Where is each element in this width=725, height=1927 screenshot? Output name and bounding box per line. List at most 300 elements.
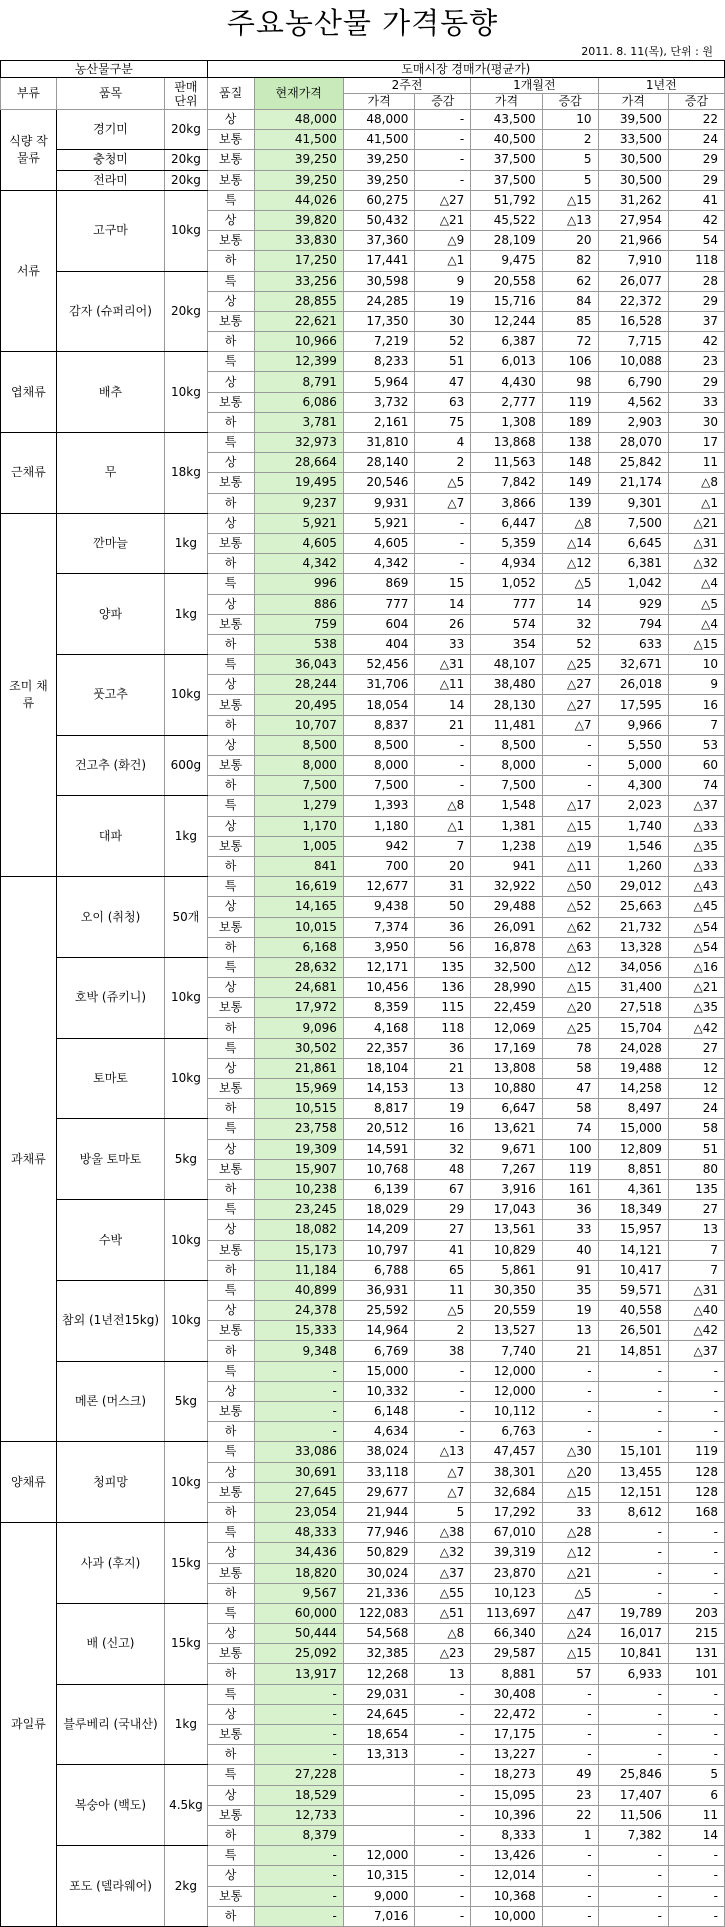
current-price-cell: 48,000: [254, 110, 343, 130]
unit-cell: 1kg: [165, 796, 207, 877]
price-1y-cell: 26,018: [598, 675, 668, 695]
grade-cell: 하: [207, 776, 254, 796]
current-price-cell: 9,237: [254, 493, 343, 513]
change-1y-cell: △32: [668, 554, 724, 574]
price-1y-cell: 4,361: [598, 1179, 668, 1199]
change-2w-cell: △37: [415, 1563, 471, 1583]
header-price-1m: 가격: [471, 94, 542, 110]
price-1y-cell: 12,151: [598, 1482, 668, 1502]
price-1y-cell: 27,518: [598, 998, 668, 1018]
price-1m-cell: 28,130: [471, 695, 542, 715]
change-1y-cell: 29: [668, 372, 724, 392]
price-1y-cell: 17,407: [598, 1785, 668, 1805]
price-2w-cell: 10,797: [343, 1240, 414, 1260]
change-2w-cell: -: [415, 1361, 471, 1381]
item-cell: 풋고추: [56, 655, 164, 736]
change-1m-cell: -: [542, 1381, 598, 1401]
price-1y-cell: 633: [598, 634, 668, 654]
change-1m-cell: 32: [542, 614, 598, 634]
grade-cell: 하: [207, 554, 254, 574]
price-1y-cell: 8,497: [598, 1099, 668, 1119]
item-cell: 오이 (취청): [56, 877, 164, 958]
price-2w-cell: 41,500: [343, 130, 414, 150]
change-1y-cell: △37: [668, 1341, 724, 1361]
change-1y-cell: 53: [668, 735, 724, 755]
change-1y-cell: 7: [668, 1240, 724, 1260]
change-1y-cell: -: [668, 1543, 724, 1563]
header-change-2w: 증감: [415, 94, 471, 110]
price-1y-cell: 8,612: [598, 1502, 668, 1522]
change-2w-cell: 32: [415, 1139, 471, 1159]
price-2w-cell: 18,654: [343, 1725, 414, 1745]
change-2w-cell: △51: [415, 1603, 471, 1623]
change-1y-cell: △33: [668, 816, 724, 836]
unit-cell: 10kg: [165, 1280, 207, 1361]
current-price-cell: -: [254, 1381, 343, 1401]
current-price-cell: 8,791: [254, 372, 343, 392]
change-1y-cell: △37: [668, 796, 724, 816]
current-price-cell: -: [254, 1866, 343, 1886]
price-1m-cell: 29,587: [471, 1644, 542, 1664]
change-1y-cell: 12: [668, 1058, 724, 1078]
price-2w-cell: 18,104: [343, 1058, 414, 1078]
price-1y-cell: 25,846: [598, 1765, 668, 1785]
price-1m-cell: 7,267: [471, 1159, 542, 1179]
current-price-cell: -: [254, 1906, 343, 1926]
change-1m-cell: 20: [542, 231, 598, 251]
price-2w-cell: 52,456: [343, 655, 414, 675]
price-1m-cell: 29,488: [471, 897, 542, 917]
price-2w-cell: 39,250: [343, 170, 414, 190]
current-price-cell: 18,082: [254, 1220, 343, 1240]
price-1y-cell: 7,715: [598, 332, 668, 352]
unit-cell: 600g: [165, 735, 207, 796]
change-1y-cell: 41: [668, 190, 724, 210]
price-2w-cell: 12,000: [343, 1846, 414, 1866]
grade-cell: 상: [207, 1785, 254, 1805]
change-1y-cell: 30: [668, 412, 724, 432]
current-price-cell: 759: [254, 614, 343, 634]
current-price-cell: 23,054: [254, 1502, 343, 1522]
price-1m-cell: 10,829: [471, 1240, 542, 1260]
price-2w-cell: [343, 1785, 414, 1805]
header-item: 품목: [56, 78, 164, 110]
price-1m-cell: 354: [471, 634, 542, 654]
grade-cell: 보통: [207, 1321, 254, 1341]
change-1m-cell: -: [542, 1684, 598, 1704]
price-2w-cell: 6,769: [343, 1341, 414, 1361]
grade-cell: 상: [207, 1058, 254, 1078]
price-2w-cell: 942: [343, 836, 414, 856]
change-1m-cell: 1: [542, 1825, 598, 1845]
price-1m-cell: 23,870: [471, 1563, 542, 1583]
change-1m-cell: 10: [542, 110, 598, 130]
price-1m-cell: 38,301: [471, 1462, 542, 1482]
category-cell: 식량 작물류: [1, 110, 57, 191]
price-1y-cell: 25,663: [598, 897, 668, 917]
grade-cell: 하: [207, 1906, 254, 1926]
table-row: [1, 1442, 725, 1462]
change-1y-cell: 203: [668, 1603, 724, 1623]
change-2w-cell: 15: [415, 574, 471, 594]
change-1y-cell: 168: [668, 1502, 724, 1522]
change-1y-cell: 42: [668, 332, 724, 352]
grade-cell: 하: [207, 1099, 254, 1119]
grade-cell: 특: [207, 1765, 254, 1785]
header-unit: 판매 단위: [165, 78, 207, 110]
price-1y-cell: 27,954: [598, 210, 668, 230]
change-1y-cell: 11: [668, 453, 724, 473]
price-2w-cell: 5,921: [343, 513, 414, 533]
change-2w-cell: 30: [415, 311, 471, 331]
table-row: [1, 433, 725, 453]
change-1m-cell: 82: [542, 251, 598, 271]
current-price-cell: 3,781: [254, 412, 343, 432]
current-price-cell: 15,173: [254, 1240, 343, 1260]
item-cell: 대파: [56, 796, 164, 877]
grade-cell: 특: [207, 796, 254, 816]
grade-cell: 상: [207, 453, 254, 473]
grade-cell: 특: [207, 957, 254, 977]
price-1y-cell: 1,546: [598, 836, 668, 856]
change-1m-cell: △62: [542, 917, 598, 937]
price-1m-cell: 10,396: [471, 1805, 542, 1825]
price-2w-cell: 39,250: [343, 150, 414, 170]
current-price-cell: 12,733: [254, 1805, 343, 1825]
table-row: [1, 1200, 725, 1220]
header-market: 도매시장 경매가(평균가): [207, 61, 724, 78]
price-2w-cell: 12,677: [343, 877, 414, 897]
current-price-cell: 25,092: [254, 1644, 343, 1664]
price-1m-cell: 37,500: [471, 150, 542, 170]
header-one-year: 1년전: [598, 78, 724, 94]
change-1y-cell: △35: [668, 998, 724, 1018]
change-1y-cell: 13: [668, 1220, 724, 1240]
current-price-cell: 8,000: [254, 756, 343, 776]
change-1y-cell: 215: [668, 1624, 724, 1644]
current-price-cell: 23,758: [254, 1119, 343, 1139]
current-price-cell: 33,256: [254, 271, 343, 291]
change-1y-cell: 27: [668, 1200, 724, 1220]
current-price-cell: 19,495: [254, 473, 343, 493]
price-2w-cell: 20,512: [343, 1119, 414, 1139]
change-1m-cell: 161: [542, 1179, 598, 1199]
price-table: [0, 60, 725, 1927]
change-2w-cell: 21: [415, 715, 471, 735]
change-1m-cell: △27: [542, 695, 598, 715]
price-1y-cell: 40,558: [598, 1301, 668, 1321]
header-category: 부류: [1, 78, 57, 110]
grade-cell: 특: [207, 1684, 254, 1704]
current-price-cell: 44,026: [254, 190, 343, 210]
change-2w-cell: -: [415, 1422, 471, 1442]
price-2w-cell: 5,964: [343, 372, 414, 392]
change-1y-cell: 10: [668, 655, 724, 675]
grade-cell: 하: [207, 1583, 254, 1603]
grade-cell: 하: [207, 1664, 254, 1684]
change-1m-cell: 33: [542, 1502, 598, 1522]
change-1m-cell: 23: [542, 1785, 598, 1805]
change-1y-cell: 24: [668, 1099, 724, 1119]
item-cell: 양파: [56, 574, 164, 655]
price-2w-cell: 21,944: [343, 1502, 414, 1522]
price-1y-cell: 1,260: [598, 856, 668, 876]
change-2w-cell: 21: [415, 1058, 471, 1078]
price-1y-cell: 2,023: [598, 796, 668, 816]
price-2w-cell: 9,438: [343, 897, 414, 917]
grade-cell: 보통: [207, 695, 254, 715]
price-2w-cell: 10,315: [343, 1866, 414, 1886]
category-cell: 양채류: [1, 1442, 57, 1523]
grade-cell: 보통: [207, 392, 254, 412]
price-1m-cell: 26,091: [471, 917, 542, 937]
grade-cell: 보통: [207, 1644, 254, 1664]
price-1m-cell: 17,175: [471, 1725, 542, 1745]
change-1m-cell: △24: [542, 1624, 598, 1644]
table-row: [1, 796, 725, 816]
price-1m-cell: 6,013: [471, 352, 542, 372]
price-1y-cell: 14,851: [598, 1341, 668, 1361]
price-1m-cell: 8,500: [471, 735, 542, 755]
price-1y-cell: 30,500: [598, 150, 668, 170]
price-1y-cell: 4,300: [598, 776, 668, 796]
price-1m-cell: 43,500: [471, 110, 542, 130]
price-1m-cell: 13,227: [471, 1745, 542, 1765]
price-1y-cell: 15,101: [598, 1442, 668, 1462]
price-1y-cell: 21,732: [598, 917, 668, 937]
price-2w-cell: 29,031: [343, 1684, 414, 1704]
current-price-cell: 538: [254, 634, 343, 654]
price-2w-cell: 122,083: [343, 1603, 414, 1623]
change-2w-cell: 115: [415, 998, 471, 1018]
price-2w-cell: 2,161: [343, 412, 414, 432]
grade-cell: 상: [207, 1139, 254, 1159]
price-1m-cell: 7,500: [471, 776, 542, 796]
change-1m-cell: 35: [542, 1280, 598, 1300]
grade-cell: 상: [207, 978, 254, 998]
current-price-cell: 17,250: [254, 251, 343, 271]
change-2w-cell: 36: [415, 917, 471, 937]
change-1y-cell: 60: [668, 756, 724, 776]
price-1m-cell: 12,000: [471, 1361, 542, 1381]
current-price-cell: -: [254, 1684, 343, 1704]
price-2w-cell: 1,180: [343, 816, 414, 836]
change-1m-cell: △12: [542, 554, 598, 574]
unit-cell: 5kg: [165, 1361, 207, 1442]
grade-cell: 하: [207, 332, 254, 352]
price-2w-cell: 36,931: [343, 1280, 414, 1300]
price-2w-cell: 869: [343, 574, 414, 594]
current-price-cell: 18,529: [254, 1785, 343, 1805]
price-1m-cell: 777: [471, 594, 542, 614]
price-1m-cell: 51,792: [471, 190, 542, 210]
change-2w-cell: △5: [415, 473, 471, 493]
grade-cell: 보통: [207, 1563, 254, 1583]
grade-cell: 특: [207, 1119, 254, 1139]
price-1m-cell: 11,563: [471, 453, 542, 473]
change-1m-cell: 33: [542, 1220, 598, 1240]
price-1y-cell: -: [598, 1866, 668, 1886]
price-1y-cell: -: [598, 1846, 668, 1866]
price-2w-cell: 8,500: [343, 735, 414, 755]
change-2w-cell: -: [415, 1745, 471, 1765]
change-2w-cell: 5: [415, 1502, 471, 1522]
grade-cell: 특: [207, 190, 254, 210]
change-1y-cell: △35: [668, 836, 724, 856]
price-2w-cell: 38,024: [343, 1442, 414, 1462]
item-cell: 깐마늘: [56, 513, 164, 574]
current-price-cell: 23,245: [254, 1200, 343, 1220]
current-price-cell: 4,342: [254, 554, 343, 574]
current-price-cell: 30,691: [254, 1462, 343, 1482]
grade-cell: 보통: [207, 1805, 254, 1825]
table-row: [1, 735, 725, 755]
price-1y-cell: 10,841: [598, 1644, 668, 1664]
price-1y-cell: 6,645: [598, 533, 668, 553]
grade-cell: 상: [207, 1301, 254, 1321]
price-1y-cell: 18,349: [598, 1200, 668, 1220]
change-1m-cell: △12: [542, 1543, 598, 1563]
grade-cell: 상: [207, 1704, 254, 1724]
unit-cell: 20kg: [165, 271, 207, 352]
price-1y-cell: 11,506: [598, 1805, 668, 1825]
change-1y-cell: 11: [668, 1805, 724, 1825]
price-1m-cell: 38,480: [471, 675, 542, 695]
change-2w-cell: -: [415, 1725, 471, 1745]
price-1y-cell: -: [598, 1704, 668, 1724]
grade-cell: 특: [207, 1200, 254, 1220]
price-1y-cell: 21,174: [598, 473, 668, 493]
price-1m-cell: 7,740: [471, 1341, 542, 1361]
change-2w-cell: △8: [415, 1624, 471, 1644]
change-1y-cell: 51: [668, 1139, 724, 1159]
grade-cell: 보통: [207, 473, 254, 493]
grade-cell: 하: [207, 937, 254, 957]
current-price-cell: 33,086: [254, 1442, 343, 1462]
item-cell: 경기미: [56, 110, 164, 150]
change-2w-cell: 56: [415, 937, 471, 957]
price-2w-cell: 15,000: [343, 1361, 414, 1381]
grade-cell: 특: [207, 1038, 254, 1058]
change-1m-cell: △11: [542, 856, 598, 876]
current-price-cell: 1,279: [254, 796, 343, 816]
price-2w-cell: 31,706: [343, 675, 414, 695]
change-2w-cell: 13: [415, 1664, 471, 1684]
grade-cell: 보통: [207, 836, 254, 856]
current-price-cell: 27,645: [254, 1482, 343, 1502]
grade-cell: 특: [207, 1846, 254, 1866]
price-1m-cell: 7,842: [471, 473, 542, 493]
change-1y-cell: △21: [668, 513, 724, 533]
current-price-cell: 15,333: [254, 1321, 343, 1341]
grade-cell: 하: [207, 1018, 254, 1038]
price-1m-cell: 20,558: [471, 271, 542, 291]
grade-cell: 상: [207, 1462, 254, 1482]
change-1y-cell: -: [668, 1906, 724, 1926]
price-2w-cell: 4,605: [343, 533, 414, 553]
price-1y-cell: 32,671: [598, 655, 668, 675]
current-price-cell: 6,168: [254, 937, 343, 957]
change-2w-cell: 26: [415, 614, 471, 634]
change-2w-cell: -: [415, 170, 471, 190]
price-1y-cell: -: [598, 1563, 668, 1583]
price-1y-cell: 26,501: [598, 1321, 668, 1341]
grade-cell: 상: [207, 513, 254, 533]
grade-cell: 특: [207, 655, 254, 675]
header-change-1m: 증감: [542, 94, 598, 110]
grade-cell: 특: [207, 1361, 254, 1381]
price-1m-cell: 13,868: [471, 433, 542, 453]
unit-cell: 10kg: [165, 352, 207, 433]
current-price-cell: 48,333: [254, 1523, 343, 1543]
grade-cell: 하: [207, 1260, 254, 1280]
price-1y-cell: 5,000: [598, 756, 668, 776]
header-two-weeks: 2주전: [343, 78, 470, 94]
price-1m-cell: 113,697: [471, 1603, 542, 1623]
price-1m-cell: 30,408: [471, 1684, 542, 1704]
price-2w-cell: 10,768: [343, 1159, 414, 1179]
price-1m-cell: 28,990: [471, 978, 542, 998]
change-1y-cell: -: [668, 1846, 724, 1866]
current-price-cell: 28,855: [254, 291, 343, 311]
price-2w-cell: [343, 1765, 414, 1785]
change-2w-cell: 135: [415, 957, 471, 977]
price-2w-cell: 31,810: [343, 433, 414, 453]
change-1m-cell: -: [542, 1361, 598, 1381]
price-1m-cell: 45,522: [471, 210, 542, 230]
price-2w-cell: 50,432: [343, 210, 414, 230]
grade-cell: 하: [207, 1179, 254, 1199]
change-2w-cell: 118: [415, 1018, 471, 1038]
table-row: [1, 1846, 725, 1866]
price-1m-cell: 8,333: [471, 1825, 542, 1845]
change-2w-cell: △55: [415, 1583, 471, 1603]
grade-cell: 상: [207, 1381, 254, 1401]
price-2w-cell: 13,313: [343, 1745, 414, 1765]
price-2w-cell: 18,029: [343, 1200, 414, 1220]
grade-cell: 상: [207, 1624, 254, 1644]
price-1m-cell: 10,000: [471, 1906, 542, 1926]
price-1m-cell: 13,426: [471, 1846, 542, 1866]
change-1m-cell: 98: [542, 372, 598, 392]
price-1m-cell: 28,109: [471, 231, 542, 251]
price-2w-cell: [343, 1825, 414, 1845]
change-1y-cell: 12: [668, 1079, 724, 1099]
change-2w-cell: 67: [415, 1179, 471, 1199]
current-price-cell: 28,664: [254, 453, 343, 473]
price-1y-cell: 16,017: [598, 1624, 668, 1644]
category-cell: 서류: [1, 190, 57, 352]
price-2w-cell: 6,148: [343, 1402, 414, 1422]
grade-cell: 보통: [207, 170, 254, 190]
change-1m-cell: △5: [542, 574, 598, 594]
change-1m-cell: 22: [542, 1805, 598, 1825]
change-1y-cell: -: [668, 1422, 724, 1442]
change-2w-cell: 7: [415, 836, 471, 856]
change-1y-cell: -: [668, 1523, 724, 1543]
change-1y-cell: 58: [668, 1119, 724, 1139]
current-price-cell: 10,966: [254, 332, 343, 352]
change-1y-cell: 119: [668, 1442, 724, 1462]
change-1y-cell: △31: [668, 1280, 724, 1300]
change-1y-cell: -: [668, 1583, 724, 1603]
change-1m-cell: 40: [542, 1240, 598, 1260]
price-1m-cell: 15,716: [471, 291, 542, 311]
current-price-cell: 5,921: [254, 513, 343, 533]
unit-cell: 18kg: [165, 433, 207, 514]
price-1y-cell: 16,528: [598, 311, 668, 331]
price-1y-cell: -: [598, 1523, 668, 1543]
